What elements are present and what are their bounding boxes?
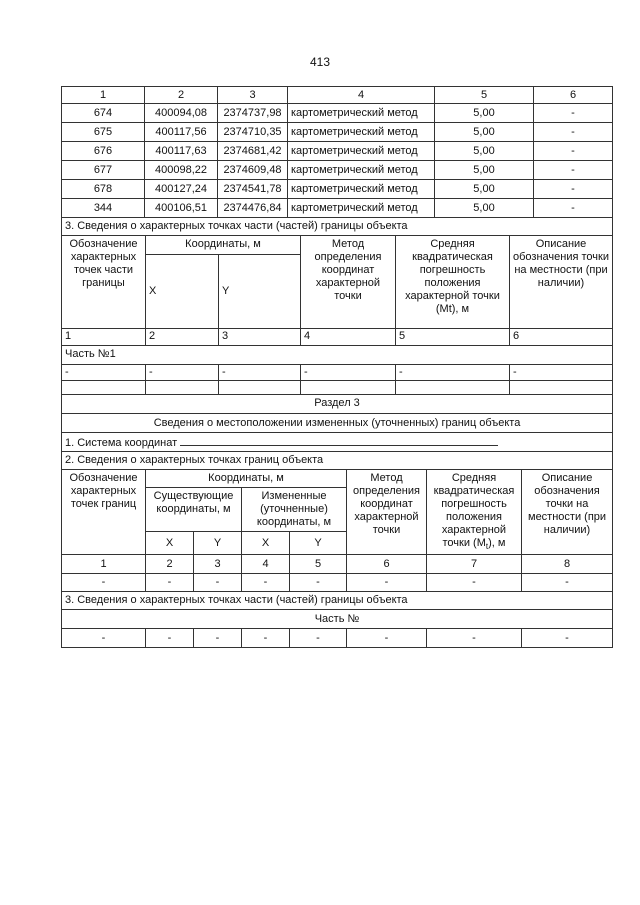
header-x: X [146, 532, 194, 555]
point-id: 677 [62, 161, 145, 180]
changed-x: - [242, 574, 290, 592]
header-description: Описание обозначения точки на местности (при наличии) [522, 470, 613, 555]
description: - [534, 199, 613, 218]
header-description: Описание обозначения точки на местности (при наличии) [510, 236, 613, 328]
coord-system [62, 433, 613, 452]
error-value: 5,00 [435, 199, 534, 218]
description: - [534, 180, 613, 199]
column-number: 3 [194, 555, 242, 574]
point-id: 675 [62, 123, 145, 142]
method: - [347, 629, 427, 648]
coord-system-row [62, 433, 613, 452]
column-number: 1 [62, 555, 146, 574]
header-existing-coords: Существующие координаты, м [146, 488, 242, 532]
method: картометрический метод [288, 142, 435, 161]
column-number: 5 [435, 87, 534, 104]
coord-x: 400106,51 [145, 199, 218, 218]
changed-y: - [290, 629, 347, 648]
header-coordinates: Координаты, м [146, 470, 347, 488]
method: картометрический метод [288, 199, 435, 218]
description: - [534, 142, 613, 161]
column-number: 7 [427, 555, 522, 574]
error-value: 5,00 [435, 180, 534, 199]
header-error-subscript: t [485, 542, 489, 552]
column-number: 3 [218, 87, 288, 104]
part-points-table [61, 236, 613, 395]
error-value: 5,00 [435, 104, 534, 123]
section-subtitle-row [62, 414, 613, 433]
column-number: 2 [145, 87, 218, 104]
column-number: 4 [288, 87, 435, 104]
column-number: 1 [62, 87, 145, 104]
point-id: 674 [62, 104, 145, 123]
method: - [301, 364, 396, 380]
header-error: Средняя квадратическая погрешность положения характерной точки (Mt), м [396, 236, 510, 328]
empty-cell [396, 380, 510, 394]
empty-cell [219, 380, 301, 394]
existing-y: - [194, 629, 242, 648]
changed-x: - [242, 629, 290, 648]
column-number: 2 [146, 328, 219, 345]
error-value: 5,00 [435, 123, 534, 142]
table-row [62, 199, 613, 218]
point-id: 678 [62, 180, 145, 199]
method: картометрический метод [288, 161, 435, 180]
existing-y: - [194, 574, 242, 592]
point-id: - [62, 574, 146, 592]
coord-system-label: 1. Система координат [65, 436, 178, 449]
header-y: Y [219, 254, 301, 328]
table-row [62, 180, 613, 199]
error-value: 5,00 [435, 161, 534, 180]
coord-x: 400094,08 [145, 104, 218, 123]
error-value: 5,00 [435, 142, 534, 161]
section-title: 2. Сведения о характерных точках границ объекта [62, 452, 613, 470]
empty-cell [301, 380, 396, 394]
table-row [62, 161, 613, 180]
section-title-row [62, 218, 613, 236]
section-heading: Раздел 3 [62, 395, 613, 414]
table-header-row [62, 87, 613, 104]
point-id: 344 [62, 199, 145, 218]
coord-y: 2374541,78 [218, 180, 288, 199]
column-number: 2 [146, 555, 194, 574]
coord-x: 400117,56 [145, 123, 218, 142]
coord-system-fill-line [180, 435, 498, 446]
table-row [62, 123, 613, 142]
header-error-text: Средняя квадратическая погрешность положения характерной точки (M [433, 472, 515, 549]
point-id: 676 [62, 142, 145, 161]
document-sheet [61, 86, 612, 648]
coord-y: 2374681,42 [218, 142, 288, 161]
description: - [522, 574, 613, 592]
column-numbers-row [62, 328, 613, 345]
header-point-label: Обозначение характерных точек границ [62, 470, 146, 555]
point-id: - [62, 629, 146, 648]
column-number: 5 [290, 555, 347, 574]
column-numbers-row [62, 555, 613, 574]
method: картометрический метод [288, 104, 435, 123]
existing-x: - [146, 629, 194, 648]
header-y: Y [194, 532, 242, 555]
section-title: 3. Сведения о характерных точках части (частей) границы объекта [62, 592, 613, 610]
page-number: 413 [309, 55, 331, 69]
section-heading-row [62, 395, 613, 414]
section-subtitle: Сведения о местоположении измененных (уточненных) границ объекта [62, 414, 613, 433]
coord-y: 2374609,48 [218, 161, 288, 180]
coord-y: - [219, 364, 301, 380]
table-row [62, 574, 613, 592]
coord-y: 2374710,35 [218, 123, 288, 142]
header-changed-coords: Измененные (уточненные) координаты, м [242, 488, 347, 532]
method: картометрический метод [288, 180, 435, 199]
part-label: Часть № [62, 610, 613, 629]
error-value: - [427, 574, 522, 592]
section-title-row [62, 452, 613, 470]
table-row [62, 629, 613, 648]
part-label-row [62, 610, 613, 629]
header-error [427, 470, 522, 555]
method: - [347, 574, 427, 592]
points-table [61, 86, 613, 236]
column-number: 1 [62, 328, 146, 345]
header-point-label: Обозначение характерных точек части границы [62, 236, 146, 328]
changed-y: - [290, 574, 347, 592]
section-title-row [62, 592, 613, 610]
empty-cell [510, 380, 613, 394]
column-number: 8 [522, 555, 613, 574]
table-row [62, 142, 613, 161]
table-row [62, 104, 613, 123]
header-coordinates: Координаты, м [146, 236, 301, 254]
header-method: Метод определения координат характерной точки [347, 470, 427, 555]
header-x: X [146, 254, 219, 328]
column-number: 4 [242, 555, 290, 574]
header-error-unit: ), м [488, 537, 506, 549]
table-header-row [62, 236, 613, 254]
empty-cell [146, 380, 219, 394]
header-method: Метод определения координат характерной точки [301, 236, 396, 328]
description: - [534, 161, 613, 180]
coord-y: 2374737,98 [218, 104, 288, 123]
table-row [62, 380, 613, 394]
description: - [534, 123, 613, 142]
header-y: Y [290, 532, 347, 555]
coord-x: 400098,22 [145, 161, 218, 180]
column-number: 6 [347, 555, 427, 574]
table-header-row [62, 470, 613, 488]
method: картометрический метод [288, 123, 435, 142]
section-title: 3. Сведения о характерных точках части (частей) границы объекта [62, 218, 613, 236]
coord-x: - [146, 364, 219, 380]
existing-x: - [146, 574, 194, 592]
table-row [62, 364, 613, 380]
column-number: 3 [219, 328, 301, 345]
coord-y: 2374476,84 [218, 199, 288, 218]
error-value: - [427, 629, 522, 648]
column-number: 6 [534, 87, 613, 104]
header-x: X [242, 532, 290, 555]
empty-cell [62, 380, 146, 394]
part-label-row [62, 345, 613, 364]
coord-x: 400127,24 [145, 180, 218, 199]
column-number: 4 [301, 328, 396, 345]
point-id: - [62, 364, 146, 380]
column-number: 6 [510, 328, 613, 345]
part-label: Часть №1 [62, 345, 613, 364]
description: - [510, 364, 613, 380]
error-value: - [396, 364, 510, 380]
description: - [534, 104, 613, 123]
column-number: 5 [396, 328, 510, 345]
description: - [522, 629, 613, 648]
coord-x: 400117,63 [145, 142, 218, 161]
section3-table [61, 395, 613, 649]
